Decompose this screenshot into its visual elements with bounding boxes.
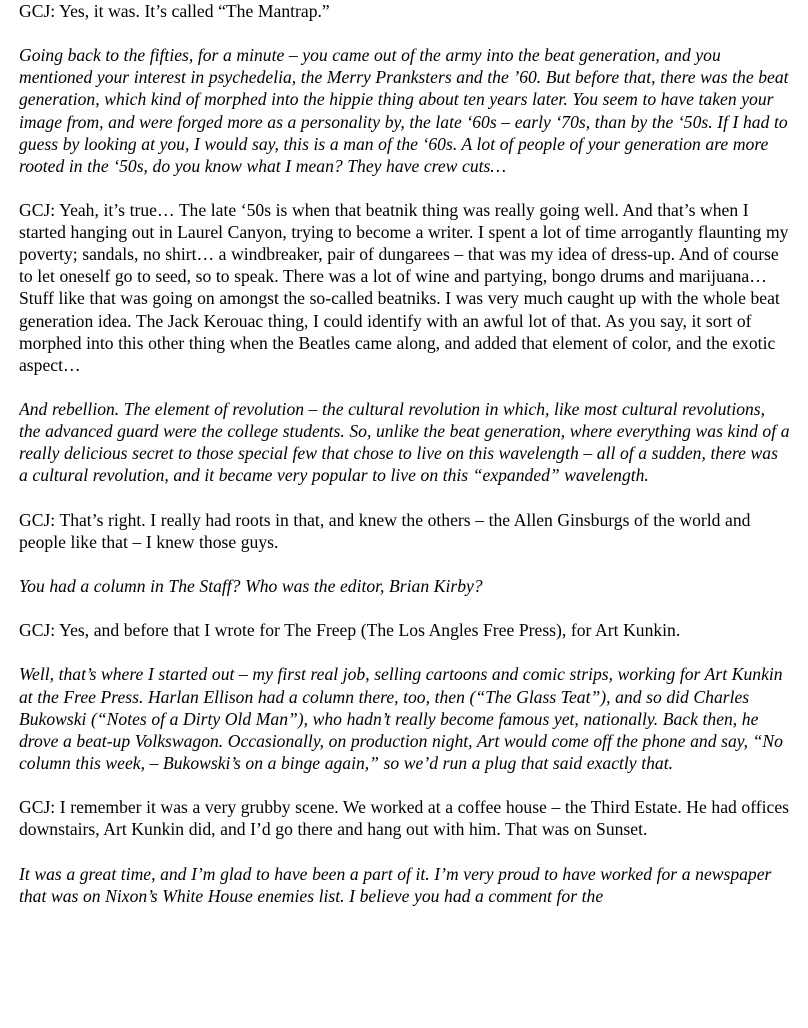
document-page xyxy=(19,0,791,1028)
answer-paragraph: GCJ: Yes, and before that I wrote for The Freep (The Los Angles Free Press), for Art Kunkin. xyxy=(19,620,681,641)
question-paragraph: You had a column in The Staff? Who was the editor, Brian Kirby? xyxy=(19,575,483,596)
answer-paragraph: GCJ: That’s right. I really had roots in that, and knew the others – the Allen Ginsburgs of the world and people like that – I knew those guys. xyxy=(19,509,751,552)
answer-paragraph: GCJ: I remember it was a very grubby scene. We worked at a coffee house – the Third Estate. He had offices downstairs, Art Kunkin did, and I’d go there and hang out with him. That was on Sunset. xyxy=(19,797,789,840)
question-paragraph: And rebellion. The element of revolution – the cultural revolution in which, like most cultural revolutions, the advanced guard were the college students. So, unlike the beat generation, where everything was kind of a really delicious secret to those special few that chose to live on this wavelength – all of a sudden, there was a cultural revolution, and it became very popular to live on this “expanded” wavelength. xyxy=(19,398,790,486)
answer-paragraph: GCJ: Yeah, it’s true… The late ‘50s is when that beatnik thing was really going well. And that’s when I started hanging out in Laurel Canyon, trying to become a writer. I spent a lot of time arrogantly flaunting my poverty; sandals, no shirt… a windbreaker, pair of dungarees – that was my idea of dress-up. And of course to let oneself go to seed, so to speak. There was a lot of wine and partying, bongo drums and marijuana… Stuff like that was going on amongst the so-called beatniks. I was very much caught up with the whole beat generation idea. The Jack Kerouac thing, I could identify with an awful lot of that. As you say, it sort of morphed into this other thing when the Beatles came along, and added that element of color, and the exotic aspect… xyxy=(19,200,789,375)
question-paragraph: Well, that’s where I started out – my first real job, selling cartoons and comic strips, working for Art Kunkin at the Free Press. Harlan Ellison had a column there, too, then (“The Glass Teat”), and so did Charles Bukowski (“Notes of a Dirty Old Man”), who hadn’t really become famous yet, nationally. Back then, he drove a beat-up Volkswagon. Occasionally, on production night, Art would come off the phone and say, “No column this week, – Bukowski’s on a binge again,” so we’d run a plug that said exactly that. xyxy=(19,664,783,773)
question-paragraph: Going back to the fifties, for a minute – you came out of the army into the beat generation, and you mentioned your interest in psychedelia, the Merry Pranksters and the ’60. But before that, there was the beat generation, which kind of morphed into the hippie thing about ten years later. You seem to have taken your image from, and were forged more as a personality by, the late ‘60s – early ‘70s, than by the ‘50s. If I had to guess by looking at you, I would say, this is a man of the ‘60s. A lot of people of your generation are more rooted in the ‘50s, do you know what I mean? They have crew cuts… xyxy=(19,45,789,176)
question-paragraph: It was a great time, and I’m glad to have been a part of it. I’m very proud to have worked for a newspaper that was on Nixon’s White House enemies list. I believe you had a comment for the xyxy=(19,863,772,906)
answer-paragraph: GCJ: Yes, it was. It’s called “The Mantrap.” xyxy=(19,1,330,21)
